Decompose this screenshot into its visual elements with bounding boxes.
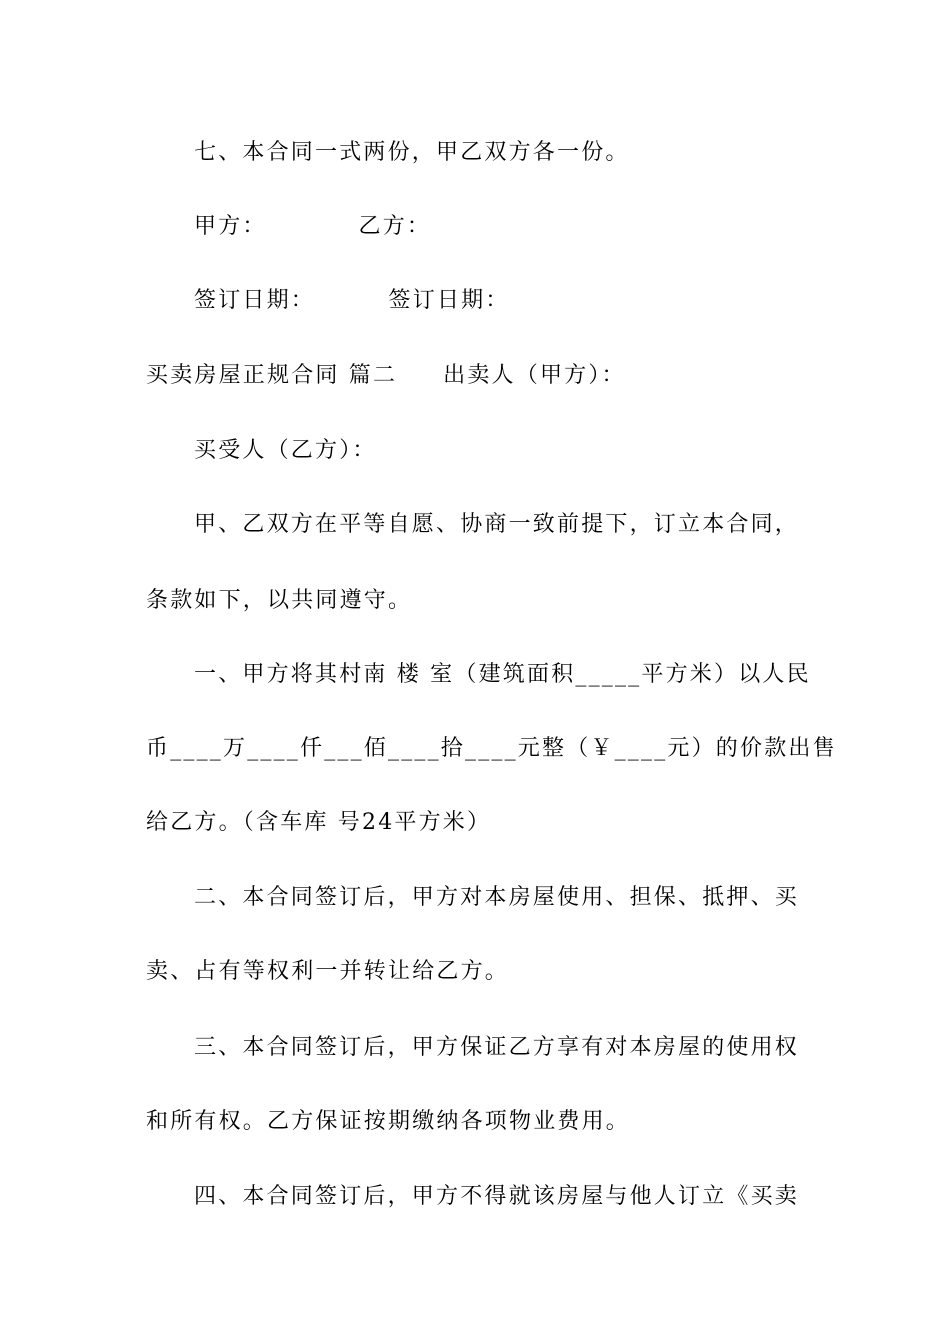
clause-one-line-2: 币____万____仟___佰____拾____元整（￥____元）的价款出售 (146, 736, 837, 761)
clause-three-line-1: 三、本合同签订后，甲方保证乙方享有对本房屋的使用权 (194, 1035, 800, 1060)
preamble-line-2: 条款如下，以共同遵守。 (146, 588, 413, 613)
section-title-seller-line: 买卖房屋正规合同 篇二 出卖人（甲方）： (146, 363, 626, 388)
party-signature-line: 甲方： 乙方： (194, 214, 432, 239)
preamble-line-1: 甲、乙双方在平等自愿、协商一致前提下，订立本合同， (194, 512, 800, 537)
clause-one-line-1: 一、甲方将其村南 楼 室（建筑面积_____平方米）以人民 (194, 662, 811, 687)
clause-seven: 七、本合同一式两份，甲乙双方各一份。 (194, 140, 630, 165)
signing-date-line: 签订日期： 签订日期： (194, 288, 510, 313)
clause-four-line-1: 四、本合同签订后，甲方不得就该房屋与他人订立《买卖 (194, 1184, 800, 1209)
buyer-line: 买受人（乙方）： (194, 438, 377, 463)
clause-one-line-3: 给乙方。（含车库 号24平方米） (146, 810, 492, 835)
clause-three-line-2: 和所有权。乙方保证按期缴纳各项物业费用。 (146, 1109, 631, 1134)
clause-two-line-2: 卖、占有等权利一并转让给乙方。 (146, 959, 510, 984)
clause-two-line-1: 二、本合同签订后，甲方对本房屋使用、担保、抵押、买 (194, 885, 800, 910)
